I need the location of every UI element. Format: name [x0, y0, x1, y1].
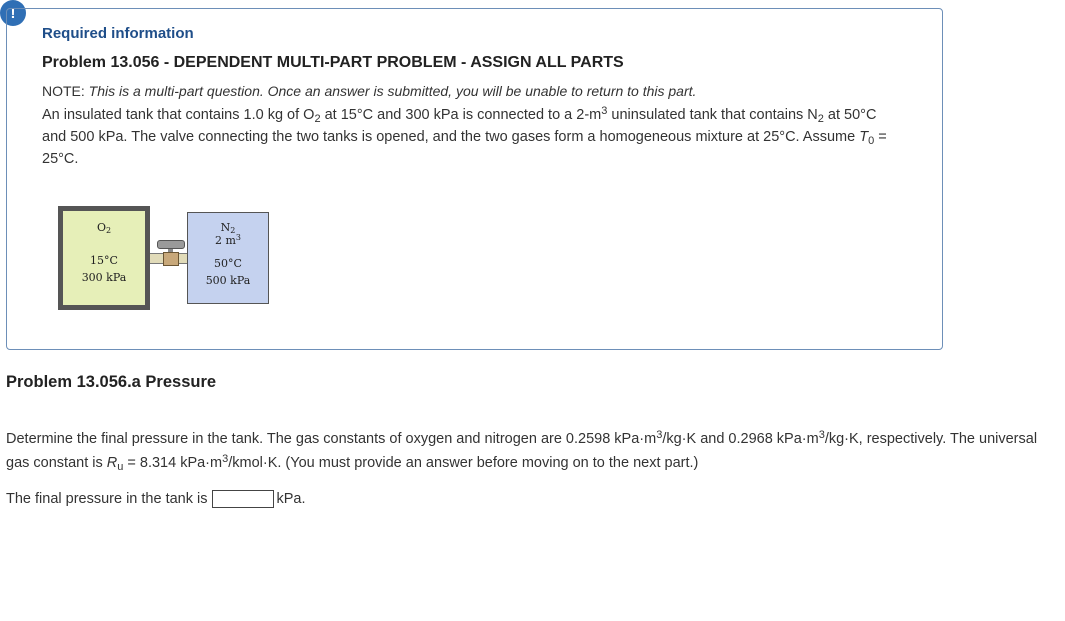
volume-value: 2 m	[214, 234, 236, 247]
statement-text: at 50°C and 500 kPa. The valve connecting the two tanks is opened, and the two gases form a homogeneous mixture at 25°C. Assume	[42, 107, 877, 145]
t0-symbol: T	[859, 129, 869, 145]
statement-text: at 15°C and 300 kPa is connected to a 2-m	[320, 107, 602, 123]
o2-temperature: 15°C	[90, 254, 118, 267]
statement-text: uninsulated tank that contains N	[607, 107, 818, 123]
note-label: NOTE:	[42, 83, 85, 99]
subscript: 2	[230, 226, 236, 235]
gas-symbol: O	[96, 221, 106, 234]
question-segment: /kg·K and 0.2968 kPa·m	[662, 431, 819, 447]
answer-prefix: The final pressure in the tank is	[6, 491, 208, 507]
answer-row	[6, 490, 306, 508]
problem-statement	[42, 105, 902, 170]
superscript: 3	[601, 105, 608, 117]
superscript: 3	[222, 453, 229, 465]
note-line	[42, 83, 696, 99]
subscript: u	[117, 461, 124, 473]
subscript: 2	[105, 226, 112, 235]
superscript: 3	[656, 429, 663, 441]
part-heading: Problem 13.056.a Pressure	[6, 373, 217, 391]
question-segment: Determine the final pressure in the tank. The gas constants of oxygen and nitrogen are 0.2598 kPa·m	[6, 431, 657, 447]
subscript: 0	[868, 135, 875, 147]
question-segment: = 8.314 kPa·m	[123, 455, 223, 471]
question-text	[6, 428, 1056, 476]
n2-pressure: 500 kPa	[205, 274, 251, 287]
valve-icon	[163, 252, 179, 266]
subscript: 2	[817, 113, 824, 125]
gas-symbol: N	[220, 221, 231, 234]
superscript: 3	[818, 429, 825, 441]
superscript: 3	[235, 233, 242, 242]
required-information-title: Required information	[42, 25, 194, 42]
alert-icon: !	[0, 0, 26, 26]
problem-heading: Problem 13.056 - DEPENDENT MULTI-PART PROBLEM - ASSIGN ALL PARTS	[42, 54, 624, 71]
question-segment: /kmol·K. (You must provide an answer before moving on to the next part.)	[228, 455, 699, 471]
o2-label	[63, 221, 145, 234]
n2-volume	[188, 234, 268, 247]
ru-symbol: R	[106, 455, 118, 471]
valve-wheel-icon	[157, 240, 185, 249]
statement-text: An insulated tank that contains 1.0 kg of O	[42, 107, 315, 123]
subscript: 2	[314, 113, 321, 125]
note-text: This is a multi-part question. Once an answer is submitted, you will be unable to return to this part.	[88, 83, 697, 99]
nitrogen-tank	[187, 212, 269, 304]
statement-text: = 25°C.	[42, 129, 887, 167]
oxygen-tank	[58, 206, 150, 310]
final-pressure-input[interactable]	[212, 490, 274, 508]
tanks-figure	[50, 196, 270, 306]
o2-pressure: 300 kPa	[81, 271, 127, 284]
question-segment: /kg·K, respectively. The universal gas constant is	[6, 431, 1038, 471]
n2-temperature: 50°C	[214, 257, 242, 270]
n2-label	[188, 221, 268, 234]
answer-unit: kPa.	[276, 491, 306, 507]
